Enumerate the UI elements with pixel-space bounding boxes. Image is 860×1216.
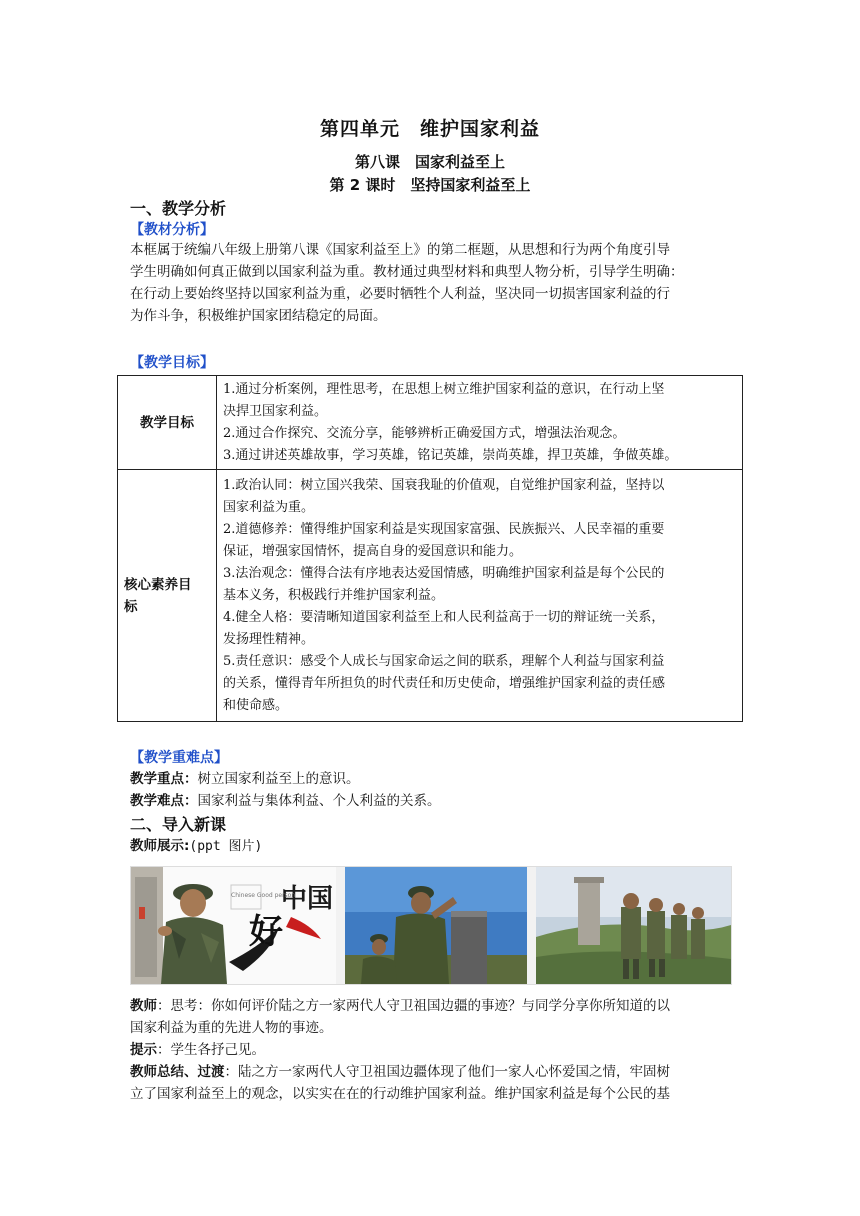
- teacher-label: 教师: [130, 998, 157, 1014]
- goals-table: [117, 375, 743, 722]
- goal-line: 决捍卫国家利益。: [223, 403, 328, 419]
- competency-line: 4.健全人格：要清晰知道国家利益至上和人民利益高于一切的辩证统一关系，: [223, 609, 665, 625]
- table-row: [118, 470, 743, 722]
- goals-row-label: 教学目标: [118, 376, 217, 470]
- period-title: 第 2 课时 坚持国家利益至上: [329, 176, 531, 194]
- teacher-question-line: [130, 996, 670, 1017]
- material-heading: 【教材分析】: [130, 222, 214, 238]
- key-point-text: 树立国家利益至上的意识。: [197, 771, 360, 787]
- section-heading-intro: 二、导入新课: [130, 815, 227, 834]
- competency-row-content: [217, 470, 743, 722]
- lesson-title: 第八课 国家利益至上: [354, 153, 505, 171]
- key-point-line: [130, 769, 360, 790]
- material-line: 本框属于统编八年级上册第八课《国家利益至上》的第二框题，从思想和行为两个角度引导: [130, 242, 670, 258]
- competency-line: 1.政治认同：树立国兴我荣、国衰我耻的价值观，自觉维护国家利益，坚持以: [223, 477, 665, 493]
- competency-line: 3.法治观念：懂得合法有序地表达爱国情感，明确维护国家利益是每个公民的: [223, 565, 665, 581]
- material-line: 在行动上要始终坚持以国家利益为重，必要时牺牲个人利益，坚决同一切损害国家利益的行: [130, 286, 670, 302]
- teacher-show-text: (ppt 图片): [189, 839, 263, 854]
- summary-line-2: 立了国家利益至上的观念，以实实在在的行动维护国家利益。维护国家利益是每个公民的基: [130, 1086, 670, 1102]
- goal-line: 2.通过合作探究、交流分享，能够辨析正确爱国方式，增强法治观念。: [223, 425, 626, 441]
- competency-row-label: [118, 470, 217, 722]
- difficulty-text: 国家利益与集体利益、个人利益的关系。: [197, 793, 441, 809]
- goals-row-content: [217, 376, 743, 470]
- section-heading-analysis: 一、教学分析: [130, 199, 227, 218]
- competency-line: 2.道德修养：懂得维护国家利益是实现国家富强、民族振兴、人民幸福的重要: [223, 521, 665, 537]
- competency-line: 5.责任意识：感受个人成长与国家命运之间的联系，理解个人利益与国家利益: [223, 653, 665, 669]
- material-line: 为作斗争，积极维护国家团结稳定的局面。: [130, 308, 387, 324]
- key-points-heading: 【教学重难点】: [130, 750, 228, 766]
- photo-logo-sub: Chinese Good person: [231, 892, 296, 899]
- difficulty-line: [130, 791, 441, 812]
- competency-line: 的关系，懂得青年所担负的时代责任和历史使命，增强维护国家利益的责任感: [223, 675, 666, 691]
- summary-line: [130, 1062, 670, 1083]
- competency-line: 保证，增强家国情怀，提高自身的爱国意识和能力。: [223, 543, 523, 559]
- teacher-show-label: 教师展示:: [130, 838, 190, 854]
- goals-heading: 【教学目标】: [130, 355, 214, 371]
- teacher-question-text: ：思考：你如何评价陆之方一家两代人守卫祖国边疆的事迹？与同学分享你所知道的以: [157, 998, 670, 1014]
- teacher-question-line-2: 国家利益为重的先进人物的事迹。: [130, 1020, 333, 1036]
- photo-patrol-monument: [536, 867, 731, 984]
- competency-line: 国家利益为重。: [223, 499, 315, 515]
- photo-logo-text: 中国: [281, 884, 334, 914]
- summary-label: 教师总结、过渡: [130, 1064, 225, 1080]
- competency-line: 基本义务，积极践行并维护国家利益。: [223, 587, 445, 603]
- competency-line: 和使命感。: [223, 697, 289, 713]
- difficulty-label: 教学难点：: [130, 793, 198, 809]
- summary-text: ：陆之方一家两代人守卫祖国边疆体现了他们一家人心怀爱国之情，牢固树: [224, 1064, 670, 1080]
- hint-text: ：学生各抒己见。: [157, 1042, 265, 1058]
- material-line: 学生明确如何真正做到以国家利益为重。教材通过典型材料和典型人物分析，引导学生明确：: [130, 264, 684, 280]
- hint-label: 提示: [130, 1042, 157, 1058]
- photo-logo-big: 好: [249, 912, 283, 952]
- unit-title: 第四单元 维护国家利益: [319, 118, 540, 140]
- competency-label-line: 核心素养目: [124, 576, 192, 593]
- table-row: [118, 376, 743, 470]
- competency-line: 发扬理性精神。: [223, 631, 315, 647]
- goal-line: 3.通过讲述英雄故事，学习英雄，铭记英雄，崇尚英雄，捍卫英雄，争做英雄。: [223, 447, 678, 463]
- ppt-image-strip: [130, 866, 732, 985]
- goal-line: 1.通过分析案例，理性思考，在思想上树立维护国家利益的意识，在行动上坚: [223, 381, 665, 397]
- photo-soldiers-salute: [345, 867, 527, 984]
- competency-label-line: 标: [124, 598, 138, 615]
- key-point-label: 教学重点：: [130, 771, 198, 787]
- teacher-show-line: [130, 836, 262, 857]
- hint-line: [130, 1040, 265, 1061]
- ppt-photos-svg: [131, 867, 731, 984]
